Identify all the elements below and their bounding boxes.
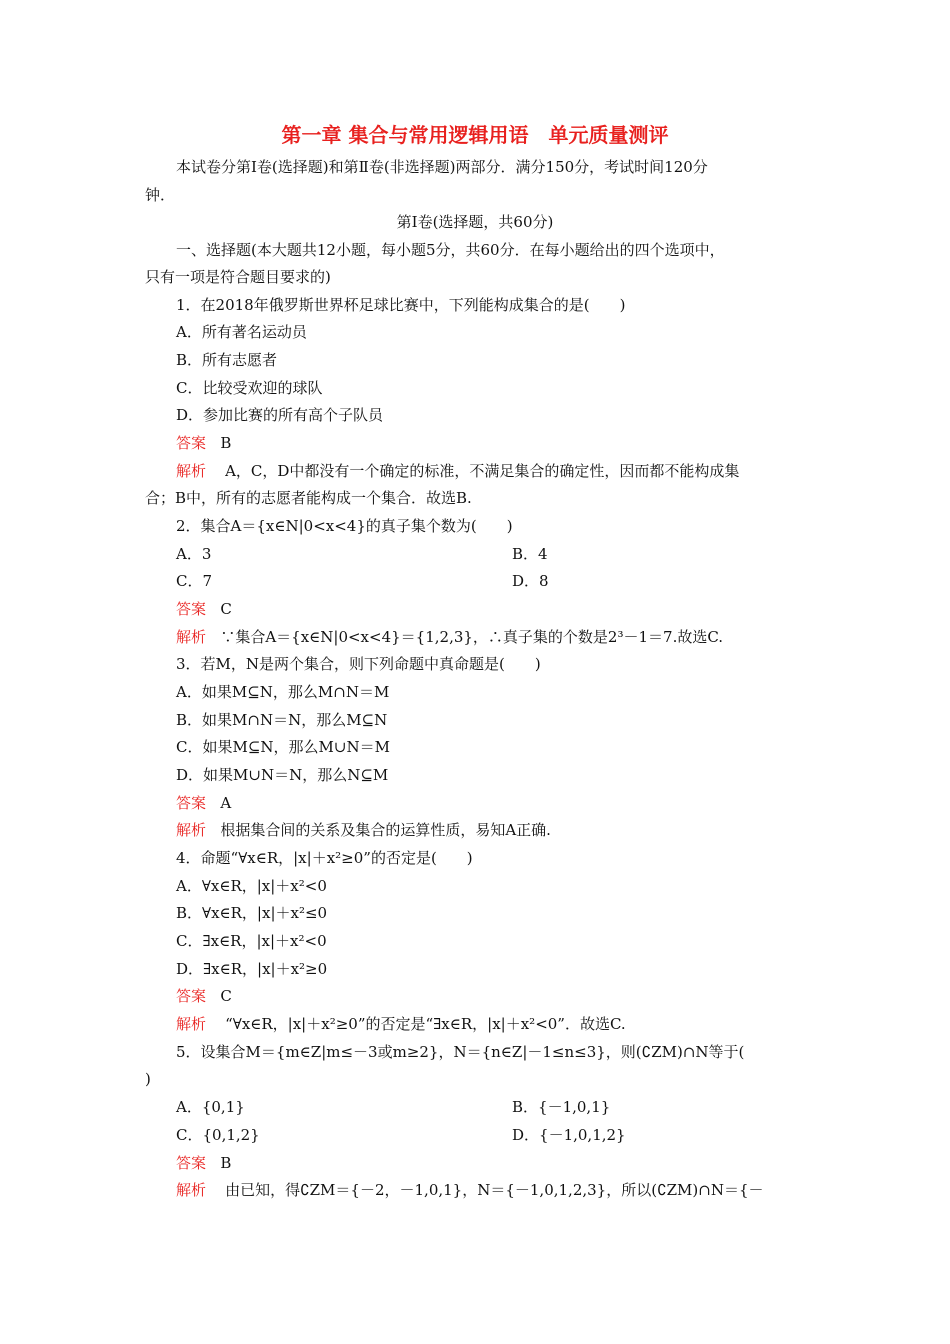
q2-analysis-text: ∵集合A＝{x∈N|0<x<4}＝{1,2,3}，∴真子集的个数是2³－1＝7.故选C. xyxy=(220,628,724,646)
page-title: 第一章 集合与常用逻辑用语 单元质量测评 xyxy=(281,123,669,147)
q2-option-b: B．4 xyxy=(512,545,548,563)
answer-label: 答案 xyxy=(176,600,207,618)
q1-analysis-text: A，C，D中都没有一个确定的标准，不满足集合的确定性，因而都不能构成集 xyxy=(225,462,740,480)
q3-analysis-text: 根据集合间的关系及集合的运算性质，易知A正确. xyxy=(220,821,551,839)
q3-option-a: A．如果M⊆N，那么M∩N＝M xyxy=(176,683,390,701)
analysis-label: 解析 xyxy=(176,628,207,646)
q2-answer xyxy=(176,599,232,619)
q4-stem: 4．命题“∀x∈R，|x|＋x²≥0”的否定是( ) xyxy=(176,849,473,867)
q3-answer xyxy=(176,793,231,813)
section-title: 第Ⅰ卷(选择题，共60分) xyxy=(396,213,554,231)
q4-option-a: A．∀x∈R，|x|＋x²<0 xyxy=(176,877,327,895)
q5-option-b: B．{－1,0,1} xyxy=(512,1098,611,1116)
q3-stem: 3．若M，N是两个集合，则下列命题中真命题是( ) xyxy=(176,655,541,673)
analysis-label: 解析 xyxy=(176,1015,207,1033)
answer-label: 答案 xyxy=(176,1154,207,1172)
q5-analysis-text: 由已知，得∁ZM＝{－2，－1,0,1}，N＝{－1,0,1,2,3}，所以(∁ZM)∩N＝{－ xyxy=(225,1181,764,1199)
q1-option-c: C．比较受欢迎的球队 xyxy=(176,379,323,397)
analysis-label: 解析 xyxy=(176,462,207,480)
intro-line-1: 本试卷分第Ⅰ卷(选择题)和第Ⅱ卷(非选择题)两部分．满分150分，考试时间120分 xyxy=(176,158,708,176)
q1-analysis-line-2: 合；B中，所有的志愿者能构成一个集合．故选B. xyxy=(145,489,472,507)
q2-analysis xyxy=(176,627,723,647)
intro-line-2: 钟． xyxy=(145,186,176,204)
answer-label: 答案 xyxy=(176,434,207,452)
q4-answer-value: C xyxy=(220,987,232,1005)
q5-stem-line-1: 5．设集合M＝{m∈Z|m≤－3或m≥2}，N＝{n∈Z|－1≤n≤3}，则(∁ZM)∩N等于( xyxy=(176,1043,745,1061)
q4-analysis-text: “∀x∈R，|x|＋x²≥0”的否定是“∃x∈R，|x|＋x²<0”．故选C. xyxy=(225,1015,626,1033)
q3-option-c: C．如果M⊆N，那么M∪N＝M xyxy=(176,738,390,756)
q2-option-c: C．7 xyxy=(176,572,213,590)
q1-option-a: A．所有著名运动员 xyxy=(176,323,307,341)
q4-option-b: B．∀x∈R，|x|＋x²≤0 xyxy=(176,904,328,922)
q2-stem: 2．集合A＝{x∈N|0<x<4}的真子集个数为( ) xyxy=(176,517,513,535)
q4-option-c: C．∃x∈R，|x|＋x²<0 xyxy=(176,932,327,950)
q3-analysis xyxy=(176,820,551,840)
q3-option-d: D．如果M∪N＝N，那么N⊆M xyxy=(176,766,389,784)
q1-option-d: D．参加比赛的所有高个子队员 xyxy=(176,406,384,424)
q4-analysis xyxy=(176,1014,626,1034)
answer-label: 答案 xyxy=(176,987,207,1005)
q1-answer xyxy=(176,433,231,453)
q5-option-a: A．{0,1} xyxy=(176,1098,245,1116)
q4-answer xyxy=(176,986,232,1006)
section-intro-line-2: 只有一项是符合题目要求的) xyxy=(145,268,331,286)
q1-answer-value: B xyxy=(220,434,232,452)
analysis-label: 解析 xyxy=(176,821,207,839)
q3-option-b: B．如果M∩N＝N，那么M⊆N xyxy=(176,711,388,729)
q5-option-d: D．{－1,0,1,2} xyxy=(512,1126,626,1144)
q5-option-c: C．{0,1,2} xyxy=(176,1126,260,1144)
q3-answer-value: A xyxy=(220,794,232,812)
answer-label: 答案 xyxy=(176,794,207,812)
q1-option-b: B．所有志愿者 xyxy=(176,351,278,369)
q5-stem-line-2: ) xyxy=(145,1070,151,1088)
q2-answer-value: C xyxy=(220,600,232,618)
q2-option-a: A．3 xyxy=(176,545,212,563)
q4-option-d: D．∃x∈R，|x|＋x²≥0 xyxy=(176,960,328,978)
q5-answer xyxy=(176,1153,231,1173)
section-intro-line-1: 一、选择题(本大题共12小题，每小题5分，共60分．在每小题给出的四个选项中， xyxy=(176,241,725,259)
q5-answer-value: B xyxy=(220,1154,232,1172)
q5-analysis xyxy=(176,1180,763,1200)
analysis-label: 解析 xyxy=(176,1181,207,1199)
q1-analysis-line-1 xyxy=(176,461,739,481)
q2-option-d: D．8 xyxy=(512,572,549,590)
q1-stem: 1．在2018年俄罗斯世界杯足球比赛中，下列能构成集合的是( ) xyxy=(176,296,626,314)
